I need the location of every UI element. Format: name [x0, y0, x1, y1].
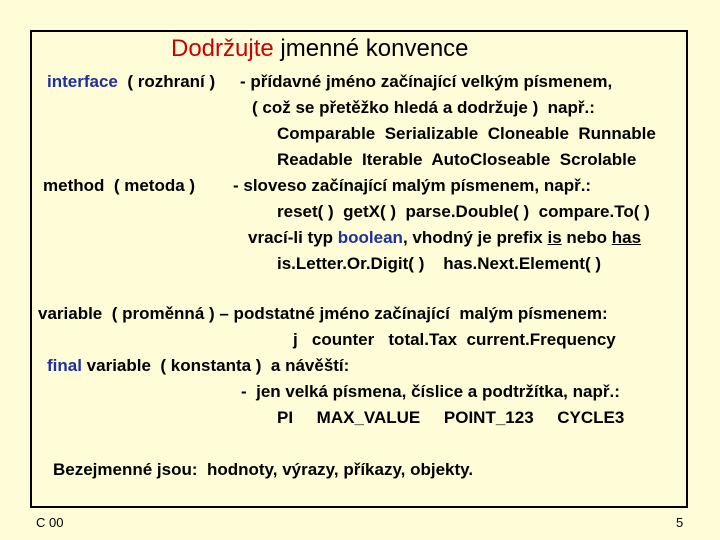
title-highlight: Dodržujte — [171, 35, 274, 62]
interface-desc-1: - přídavné jméno začínající velkým písmenem, — [240, 72, 613, 91]
interface-examples-2: Readable Iterable AutoCloseable Scrolable — [277, 150, 637, 169]
final-examples: PI MAX_VALUE POINT_123 CYCLE3 — [277, 408, 625, 427]
method-desc-2-pre: vrací-li typ — [248, 228, 338, 247]
title-rest: jmenné konvence — [273, 35, 469, 62]
interface-desc-2: ( což se přetěžko hledá a dodržuje ) např.: — [252, 98, 595, 117]
method-examples-2: is.Letter.Or.Digit( ) has.Next.Element( ) — [277, 254, 602, 273]
method-label: method ( metoda ) — [43, 176, 196, 195]
boolean-keyword: boolean — [337, 228, 403, 247]
interface-label — [47, 73, 215, 90]
slide-title — [171, 37, 469, 61]
final-label-rest: variable ( konstanta ) a návěští: — [81, 356, 350, 375]
method-desc-1: - sloveso začínající malým písmenem, např.: — [233, 176, 592, 195]
summary-text: Bezejmenné jsou: hodnoty, výrazy, příkazy, objekty. — [53, 460, 474, 479]
variable-examples: j counter total.Tax current.Frequency — [293, 330, 616, 349]
method-desc-2-mid: , vhodný je prefix — [402, 228, 548, 247]
prefix-has: has — [611, 228, 642, 247]
page-number: 5 — [676, 515, 684, 530]
prefix-is: is — [547, 228, 562, 247]
final-desc: - jen velká písmena, číslice a podtržítka, např.: — [241, 382, 620, 401]
method-desc-2 — [248, 229, 641, 246]
variable-label: variable ( proměnná ) – podstatné jméno začínající malým písmenem: — [38, 304, 608, 323]
interface-examples-1: Comparable Serializable Cloneable Runnable — [277, 124, 656, 143]
method-examples-1: reset( ) getX( ) parse.Double( ) compare.To( ) — [277, 202, 650, 221]
footer-label: C 00 — [36, 515, 64, 530]
final-keyword: final — [47, 356, 82, 375]
final-label — [47, 357, 349, 374]
interface-keyword: interface — [47, 72, 118, 91]
interface-label-rest: ( rozhraní ) — [117, 72, 216, 91]
method-desc-2-and: nebo — [561, 228, 612, 247]
